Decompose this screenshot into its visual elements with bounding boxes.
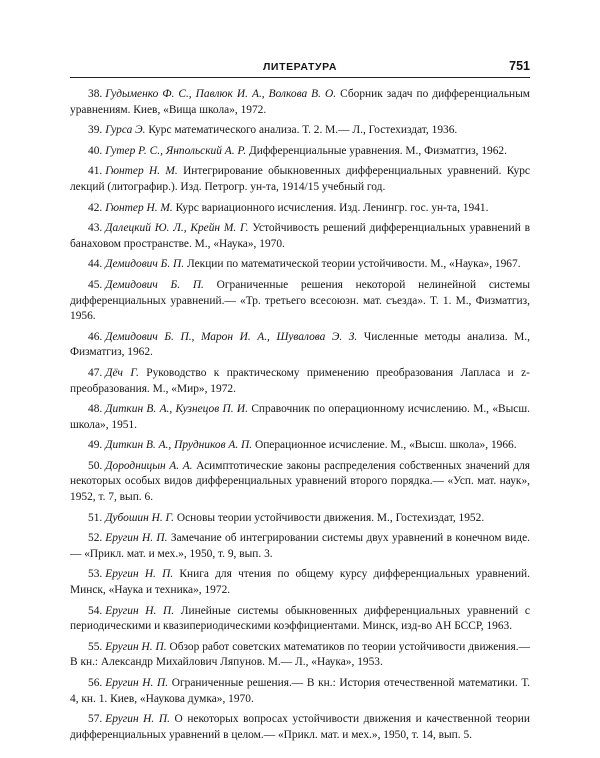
reference-authors: Еругин Н. П. [105, 532, 168, 545]
reference-entry [70, 438, 530, 454]
reference-authors: Диткин В. А., Кузнецов П. И. [105, 403, 248, 416]
reference-number: 56. [88, 677, 103, 689]
reference-entry [70, 278, 530, 325]
reference-entry [70, 676, 530, 707]
reference-number: 57. [88, 713, 103, 726]
reference-authors: Дубошин Н. Г. [105, 511, 175, 524]
reference-entry [70, 531, 530, 562]
reference-number: 38. [88, 88, 103, 100]
reference-number: 40. [88, 144, 103, 157]
reference-entry [70, 567, 530, 598]
reference-authors: Гутер Р. С., Янпольский А. Р. [105, 144, 247, 157]
reference-text: Линейные системы обыкновенных дифференциальных уравнений с периодическими и квазипериодическими коэффициентами. Минск, изд-во АН БССР, 1963. [70, 604, 530, 633]
reference-number: 45. [88, 278, 103, 291]
reference-text: Устойчивость решений дифференциальных уравнений в банаховом пространстве. М., «Наука», 1970. [70, 222, 530, 250]
reference-text: Дифференциальные уравнения. М., Физматгиз, 1962. [248, 144, 507, 157]
reference-number: 43. [88, 222, 103, 235]
reference-text: О некоторых вопросах устойчивости движения и качественной теории дифференциальных уравнений в целом.— «Прикл. мат. и мех.», 1950, т. 14, вып. 5. [70, 713, 530, 741]
reference-number: 46. [88, 330, 103, 343]
reference-authors: Гюнтер Н. М. [105, 165, 178, 178]
reference-entry [70, 640, 530, 671]
reference-number: 52. [88, 532, 103, 545]
reference-number: 42. [88, 201, 103, 214]
running-header [70, 61, 530, 77]
reference-text: Численные методы анализа. М., Физматгиз, 1962. [70, 330, 530, 359]
reference-number: 50. [88, 459, 103, 472]
reference-authors: Гурса Э. [105, 124, 146, 137]
reference-text: Асимптотические законы распределения собственных значений для некоторых особых видов дифференциальных уравнений второго порядка.— «Усп. мат. наук», 1952, т. 7, вып. 6. [70, 459, 530, 504]
reference-entry [70, 712, 530, 743]
reference-text: Замечание об интегрировании системы двух уравнений в конечном виде.— «Прикл. мат. и мех.», 1950, т. 9, вып. 3. [70, 532, 530, 560]
reference-authors: Диткин В. А., Прудников А. П. [105, 439, 253, 452]
reference-text: Справочник по операционному исчислению. М., «Высш. школа», 1951. [70, 403, 530, 431]
section-title: ЛИТЕРАТУРА [262, 61, 338, 73]
reference-number: 55. [88, 640, 103, 653]
reference-authors: Еругин Н. П. [105, 713, 170, 726]
reference-authors: Демидович Б. П., Марон И. А., Шувалова Э. З. [105, 330, 358, 343]
reference-entry [70, 164, 530, 195]
reference-list [70, 87, 530, 748]
reference-number: 51. [88, 511, 103, 524]
reference-entry [70, 511, 530, 527]
reference-entry [70, 257, 530, 273]
page-number: 751 [509, 59, 530, 73]
reference-entry [70, 366, 530, 397]
reference-text: Основы теории устойчивости движения. М., Гостехиздат, 1952. [176, 511, 485, 524]
reference-authors: Гудыменко Ф. С., Павлюк И. А., Волкова В. О. [105, 88, 337, 100]
reference-text: Интегрирование обыкновенных дифференциальных уравнений. Курс лекций (литографир.). Изд. Петрогр. ун-та, 1914/15 учебный год. [70, 165, 530, 193]
reference-text: Операционное исчисление. М., «Высш. школа», 1966. [254, 439, 517, 452]
reference-authors: Еругин Н. П. [105, 604, 175, 617]
reference-authors: Гюнтер Н. М. [105, 201, 173, 214]
reference-number: 39. [88, 124, 103, 137]
reference-number: 41. [88, 165, 103, 178]
reference-number: 44. [88, 258, 103, 271]
reference-authors: Еругин Н. П. [105, 677, 169, 689]
reference-text: Курс математического анализа. Т. 2. М.— Л., Гостехиздат, 1936. [148, 124, 458, 137]
reference-authors: Дёч Г. [105, 366, 139, 379]
header-rule [70, 77, 530, 78]
reference-authors: Еругин Н. П. [105, 568, 174, 581]
reference-entry [70, 144, 530, 160]
reference-authors: Демидович Б. П. [105, 278, 204, 291]
reference-text: Ограниченные решения.— В кн.: История отечественной математики. Т. 4, кн. 1. Киев, «Наукова думка», 1970. [70, 677, 530, 705]
reference-text: Обзор работ советских математиков по теории устойчивости движения.— В кн.: Александр Михайлович Ляпунов. М.— Л., «Наука», 1953. [70, 640, 530, 669]
reference-text: Сборник задач по дифференциальным уравнениям. Киев, «Вища школа», 1972. [70, 88, 530, 116]
reference-entry [70, 201, 530, 217]
reference-text: Руководство к практическому применению преобразования Лапласа и z-преобразования. М., «Мир», 1972. [70, 366, 530, 395]
reference-text: Лекции по математической теории устойчивости. М., «Наука», 1967. [186, 258, 521, 271]
reference-entry [70, 402, 530, 433]
reference-number: 47. [88, 366, 103, 379]
reference-text: Ограниченные решения некоторой нелинейной системы дифференциальных уравнений.— «Тр. третьего всесоюзн. мат. съезда». Т. 1. М., Физматгиз, 1956. [70, 278, 530, 323]
reference-entry [70, 87, 530, 118]
reference-entry [70, 221, 530, 252]
reference-authors: Демидович Б. П. [105, 258, 185, 271]
reference-entry [70, 459, 530, 506]
reference-entry [70, 604, 530, 635]
reference-text: Курс вариационного исчисления. Изд. Ленингр. гос. ун-та, 1941. [175, 201, 489, 214]
reference-authors: Еругин Н. П. [105, 640, 167, 653]
reference-authors: Дородницын А. А. [105, 459, 193, 472]
reference-number: 48. [88, 403, 103, 416]
reference-text: Книга для чтения по общему курсу дифференциальных уравнений. Минск, «Наука и техника», 1972. [70, 568, 530, 597]
reference-authors: Далецкий Ю. Л., Крейн М. Г. [105, 222, 249, 235]
reference-number: 53. [88, 568, 103, 581]
reference-entry [70, 330, 530, 361]
reference-number: 54. [88, 604, 103, 617]
reference-entry [70, 123, 530, 139]
reference-number: 49. [88, 439, 103, 452]
